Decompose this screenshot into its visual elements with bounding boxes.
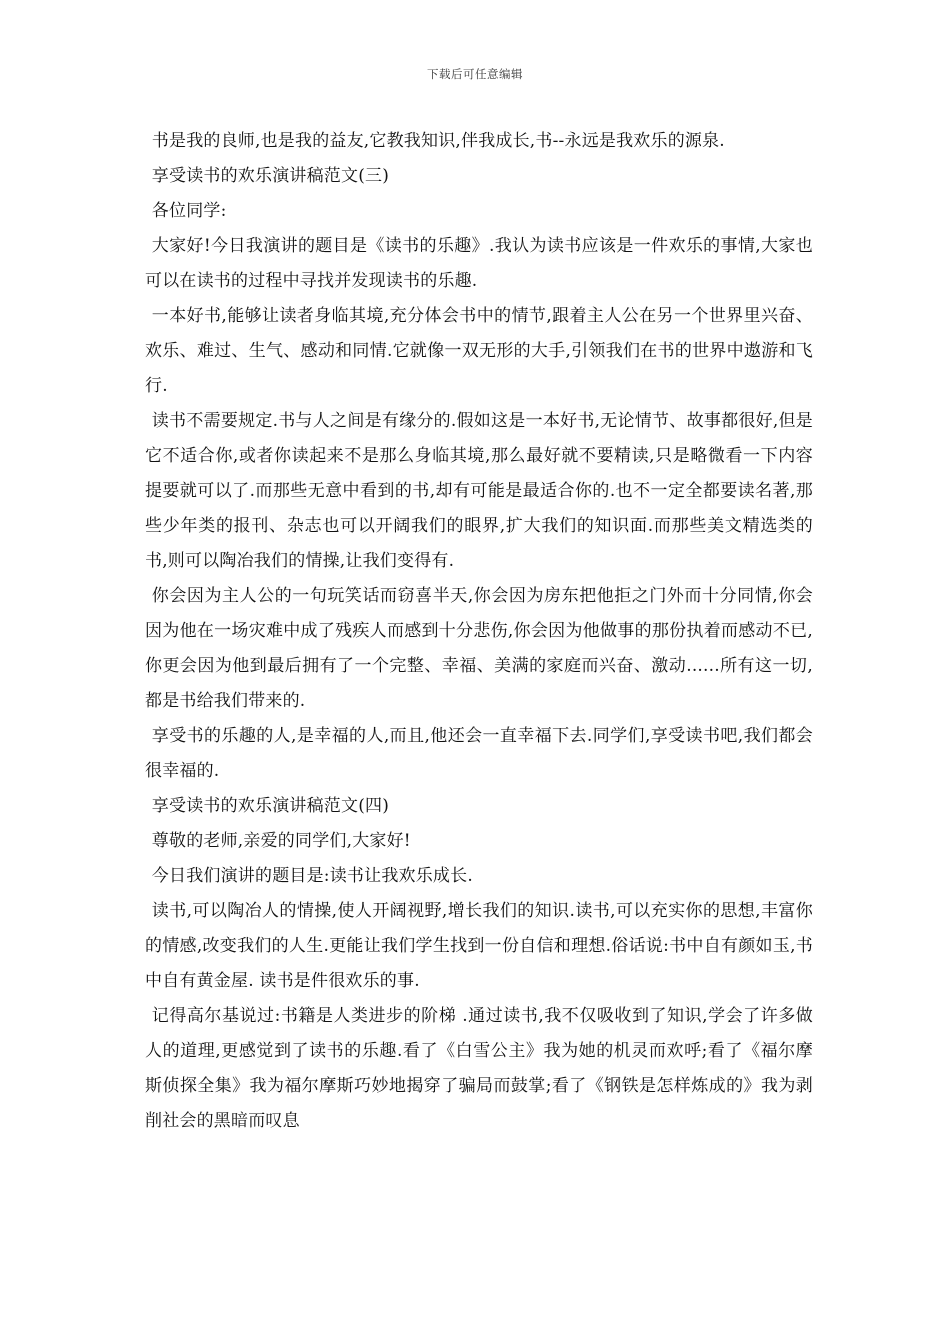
section-heading-4: 享受读书的欢乐演讲稿范文(四): [151, 796, 390, 816]
page-header: 下载后可任意编辑: [427, 67, 523, 81]
paragraph-9: 记得高尔基说过:书籍是人类进步的阶梯 .通过读书,我不仅吸收到了知识,学会了许多做人的道理,更感觉到了读书的乐趣.看了《白雪公主》我为她的机灵而欢呼;看了《福尔摩斯侦探全集》我为福尔摩斯巧妙地揭穿了骗局而鼓掌;看了《钢铁是怎样炼成的》我为剥削社会的黑暗而叹息: [145, 1006, 813, 1131]
document-body: [145, 124, 813, 1139]
greeting-2: 尊敬的老师,亲爱的同学们,大家好!: [151, 831, 411, 851]
paragraph-3: 一本好书,能够让读者身临其境,充分体会书中的情节,跟着主人公在另一个世界里兴奋、欢乐、难过、生气、感动和同情.它就像一双无形的大手,引领我们在书的世界中遨游和飞行.: [145, 306, 813, 396]
paragraph-4: 读书不需要规定.书与人之间是有缘分的.假如这是一本好书,无论情节、故事都很好,但是它不适合你,或者你读起来不是那么身临其境,那么最好就不要精读,只是略微看一下内容提要就可以了.而那些无意中看到的书,却有可能是最适合你的.也不一定全都要读名著,那些少年类的报刊、杂志也可以开阔我们的眼界,扩大我们的知识面.而那些美文精选类的书,则可以陶冶我们的情操,让我们变得有.: [145, 411, 813, 571]
paragraph-6: 享受书的乐趣的人,是幸福的人,而且,他还会一直幸福下去.同学们,享受读书吧,我们都会很幸福的.: [145, 726, 813, 781]
paragraph-8: 读书,可以陶冶人的情操,使人开阔视野,增长我们的知识.读书,可以充实你的思想,丰富你的情感,改变我们的人生.更能让我们学生找到一份自信和理想.俗话说:书中自有颜如玉,书中自有黄金屋. 读书是件很欢乐的事.: [145, 901, 813, 991]
paragraph-1: 书是我的良师,也是我的益友,它教我知识,伴我成长,书--永远是我欢乐的源泉.: [151, 131, 725, 151]
paragraph-7: 今日我们演讲的题目是:读书让我欢乐成长.: [151, 866, 473, 886]
greeting-1: 各位同学:: [151, 201, 227, 221]
section-heading-3: 享受读书的欢乐演讲稿范文(三): [151, 166, 390, 186]
paragraph-2: 大家好!今日我演讲的题目是《读书的乐趣》.我认为读书应该是一件欢乐的事情,大家也可以在读书的过程中寻找并发现读书的乐趣.: [145, 236, 813, 291]
paragraph-5: 你会因为主人公的一句玩笑话而窃喜半天,你会因为房东把他拒之门外而十分同情,你会因为他在一场灾难中成了残疾人而感到十分悲伤,你会因为他做事的那份执着而感动不已,你更会因为他到最后拥有了一个完整、幸福、美满的家庭而兴奋、激动......所有这一切,都是书给我们带来的.: [145, 586, 813, 711]
